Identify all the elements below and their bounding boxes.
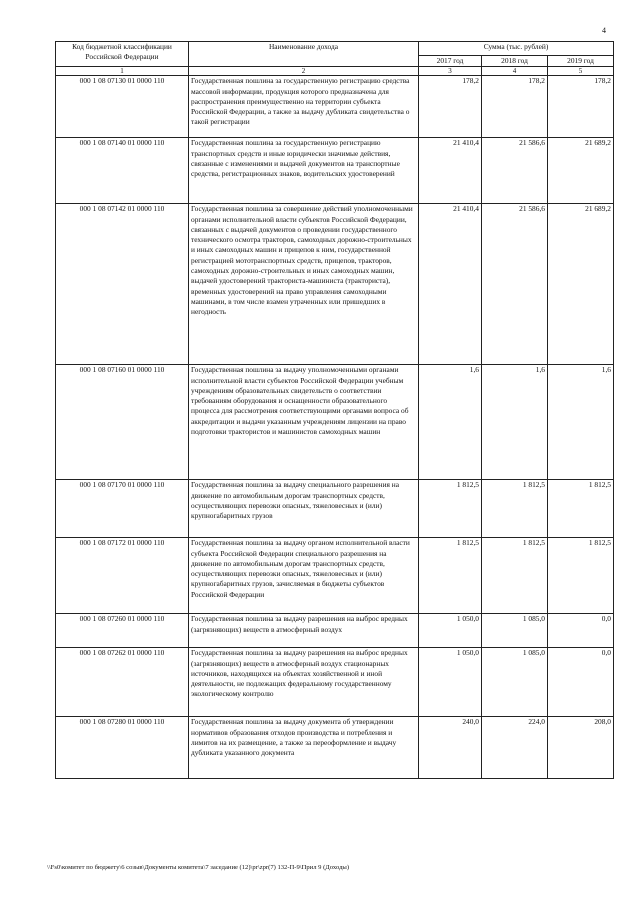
row-value-2019: 1 812,5 xyxy=(548,480,614,538)
row-value-2018: 1 085,0 xyxy=(482,648,548,717)
table-row xyxy=(56,480,614,538)
row-value-2018: 178,2 xyxy=(482,76,548,138)
footer-file-path: \\Fs0\комитет по бюджету\6 созыв\Документы комитета\7 заседание (12)\pr\zpr(7) 132-П-9\Прил 9 (Доходы) xyxy=(47,864,350,871)
row-value-2017: 21 410,4 xyxy=(419,204,482,365)
row-name: Государственная пошлина за государственную регистрацию транспортных средств и иные юридически значимые действия, связанные с изменениями и выдачей документов на транспортные средства, регистрационных знаков, водительских удостоверений xyxy=(189,138,419,204)
row-value-2018: 1 812,5 xyxy=(482,480,548,538)
row-code: 000 1 08 07130 01 0000 110 xyxy=(56,76,189,138)
column-number: 1 xyxy=(56,67,189,76)
row-value-2017: 1 812,5 xyxy=(419,480,482,538)
row-name: Государственная пошлина за выдачу документа об утверждении нормативов образования отходов производства и потребления и лимитов на их размещение, а также за переоформление и выдачу дубликата указанного документа xyxy=(189,717,419,779)
row-value-2018: 21 586,6 xyxy=(482,204,548,365)
row-name: Государственная пошлина за совершение действий уполномоченными органами исполнительной власти субъектов Российской Федерации, связанных с выдачей документов о проведении государственного технического осмотра тракторов, самоходных дорожно-строительных и иных самоходных машин и прицепов к ним, государственной регистрацией мототранспортных средств, прицепов, тракторов, самоходных дорожно-строительных и иных самоходных машин, выдачей удостоверений тракториста-машиниста (тракториста), временных удостоверений на право управления самоходными машинами, в том числе взамен утраченных или пришедших в негодность xyxy=(189,204,419,365)
table-row xyxy=(56,614,614,648)
row-name: Государственная пошлина за выдачу органом исполнительной власти субъекта Российской Федерации специального разрешения на движение по автомобильным дорогам транспортных средств, осуществляющих перевозки опасных, тяжеловесных и (или) крупногабаритных грузов, зачисляемая в бюджеты субъектов Российской Федерации xyxy=(189,538,419,614)
header-sum: Сумма (тыс. рублей) xyxy=(419,42,614,56)
row-code: 000 1 08 07172 01 0000 110 xyxy=(56,538,189,614)
table-row xyxy=(56,538,614,614)
row-value-2018: 21 586,6 xyxy=(482,138,548,204)
column-number: 2 xyxy=(189,67,419,76)
row-value-2017: 1 050,0 xyxy=(419,614,482,648)
header-year-2018: 2018 год xyxy=(482,56,548,67)
row-value-2019: 0,0 xyxy=(548,614,614,648)
row-code: 000 1 08 07280 01 0000 110 xyxy=(56,717,189,779)
row-value-2017: 240,0 xyxy=(419,717,482,779)
row-code: 000 1 08 07170 01 0000 110 xyxy=(56,480,189,538)
row-value-2017: 1 812,5 xyxy=(419,538,482,614)
row-value-2017: 21 410,4 xyxy=(419,138,482,204)
row-value-2017: 1,6 xyxy=(419,365,482,480)
revenue-table xyxy=(55,41,614,779)
column-number: 5 xyxy=(548,67,614,76)
row-code: 000 1 08 07142 01 0000 110 xyxy=(56,204,189,365)
table-row xyxy=(56,717,614,779)
table-row xyxy=(56,648,614,717)
row-name: Государственная пошлина за государственную регистрацию средства массовой информации, продукция которого предназначена для распространения преимущественно на территории субъекта Российской Федерации, а также за выдачу дубликата свидетельства о такой регистрации xyxy=(189,76,419,138)
row-value-2018: 1 085,0 xyxy=(482,614,548,648)
column-number: 4 xyxy=(482,67,548,76)
table-row xyxy=(56,138,614,204)
table-row xyxy=(56,76,614,138)
page-number: 4 xyxy=(602,26,606,35)
row-name: Государственная пошлина за выдачу разрешения на выброс вредных (загрязняющих) веществ в атмосферный воздух xyxy=(189,614,419,648)
row-code: 000 1 08 07140 01 0000 110 xyxy=(56,138,189,204)
header-name: Наименование дохода xyxy=(189,42,419,67)
row-code: 000 1 08 07160 01 0000 110 xyxy=(56,365,189,480)
row-value-2019: 0,0 xyxy=(548,648,614,717)
row-value-2017: 178,2 xyxy=(419,76,482,138)
header-code: Код бюджетной классификации Российской Федерации xyxy=(56,42,189,67)
column-number: 3 xyxy=(419,67,482,76)
row-value-2018: 224,0 xyxy=(482,717,548,779)
row-value-2019: 1 812,5 xyxy=(548,538,614,614)
row-value-2018: 1,6 xyxy=(482,365,548,480)
row-value-2017: 1 050,0 xyxy=(419,648,482,717)
row-code: 000 1 08 07262 01 0000 110 xyxy=(56,648,189,717)
row-value-2019: 208,0 xyxy=(548,717,614,779)
row-value-2018: 1 812,5 xyxy=(482,538,548,614)
table-row xyxy=(56,365,614,480)
header-year-2019: 2019 год xyxy=(548,56,614,67)
row-name: Государственная пошлина за выдачу специального разрешения на движение по автомобильным дорогам транспортных средств, осуществляющих перевозки опасных, тяжеловесных и (или) крупногабаритных грузов xyxy=(189,480,419,538)
row-value-2019: 1,6 xyxy=(548,365,614,480)
row-code: 000 1 08 07260 01 0000 110 xyxy=(56,614,189,648)
header-year-2017: 2017 год xyxy=(419,56,482,67)
row-value-2019: 178,2 xyxy=(548,76,614,138)
row-name: Государственная пошлина за выдачу разрешения на выброс вредных (загрязняющих) веществ в атмосферный воздух стационарных источников, находящихся на объектах хозяйственной и иной деятельности, не подлежащих федеральному государственному экологическому контролю xyxy=(189,648,419,717)
row-value-2019: 21 689,2 xyxy=(548,204,614,365)
row-name: Государственная пошлина за выдачу уполномоченными органами исполнительной власти субъектов Российской Федерации учебным учреждениям образовательных свидетельств о соответствии требованиям оборудования и оснащенности образовательного процесса для рассмотрения соответствующими органами вопроса об аккредитации и выдачи указанным учреждениям лицензии на право подготовки трактористов и машинистов самоходных машин xyxy=(189,365,419,480)
row-value-2019: 21 689,2 xyxy=(548,138,614,204)
table-row xyxy=(56,204,614,365)
